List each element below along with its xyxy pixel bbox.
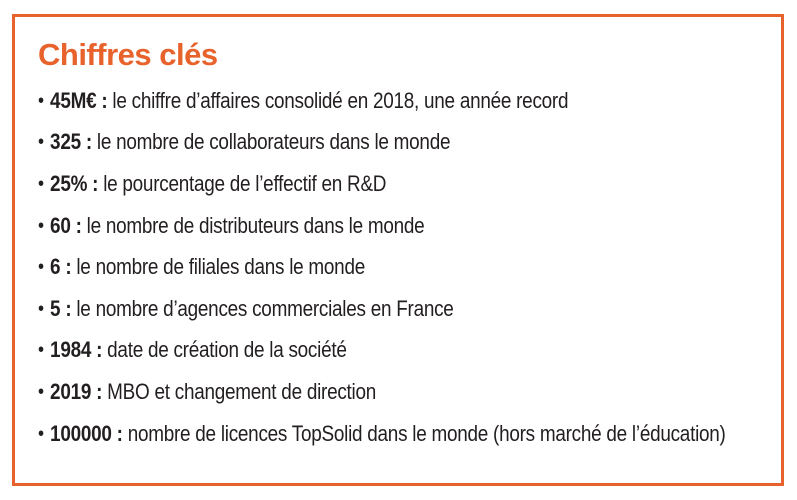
figure-value: 5 [50, 295, 61, 321]
bullet-icon: • [38, 214, 45, 237]
list-item-text [38, 379, 376, 405]
list-item-text [38, 171, 386, 197]
bullet-icon: • [38, 89, 45, 112]
list-item [38, 246, 763, 288]
separator: : [96, 87, 113, 113]
list-item [38, 205, 763, 247]
list-item-text [38, 254, 365, 280]
box-title: Chiffres clés [38, 37, 218, 72]
list-item [38, 330, 763, 372]
figure-value: 60 [50, 212, 71, 238]
list-item [38, 371, 763, 413]
bullet-icon: • [38, 339, 45, 362]
list-item [38, 122, 763, 164]
figure-value: 100000 [50, 420, 112, 446]
separator: : [111, 420, 128, 446]
list-item [38, 413, 763, 455]
figure-value: 325 [50, 129, 81, 155]
figure-label: le chiffre d’affaires consolidé en 2018, une année record [112, 87, 569, 113]
list-item-text [38, 296, 454, 322]
figure-label: le pourcentage de l’effectif en R&D [103, 170, 387, 196]
figure-value: 6 [50, 254, 61, 280]
figure-label: le nombre de filiales dans le monde [76, 254, 365, 280]
figure-value: 25% [50, 170, 88, 196]
list-item [38, 288, 763, 330]
bullet-icon: • [38, 256, 45, 279]
separator: : [91, 337, 108, 363]
figure-label: MBO et changement de direction [107, 378, 377, 404]
bullet-icon: • [38, 380, 45, 403]
figure-value: 45M€ [50, 87, 97, 113]
list-item-text [38, 88, 568, 114]
figure-value: 2019 [50, 378, 92, 404]
separator: : [60, 295, 77, 321]
bullet-icon: • [38, 131, 45, 154]
figure-value: 1984 [50, 337, 92, 363]
list-item-text [38, 213, 424, 239]
list-item-text [38, 337, 347, 363]
figure-label: nombre de licences TopSolid dans le monde (hors marché de l’éducation) [127, 420, 726, 446]
separator: : [70, 212, 87, 238]
separator: : [91, 378, 108, 404]
figure-label: le nombre de collaborateurs dans le monde [96, 129, 451, 155]
figure-label: le nombre d’agences commerciales en France [76, 295, 454, 321]
separator: : [60, 254, 77, 280]
list-item-text [38, 421, 726, 447]
figure-label: date de création de la société [107, 337, 347, 363]
bullet-icon: • [38, 422, 45, 445]
key-figures-list [38, 80, 763, 454]
list-item [38, 80, 763, 122]
bullet-icon: • [38, 172, 45, 195]
list-item [38, 163, 763, 205]
separator: : [87, 170, 104, 196]
key-figures-box [12, 14, 784, 486]
figure-label: le nombre de distributeurs dans le monde [86, 212, 425, 238]
list-item-text [38, 129, 450, 155]
separator: : [80, 129, 97, 155]
bullet-icon: • [38, 297, 45, 320]
